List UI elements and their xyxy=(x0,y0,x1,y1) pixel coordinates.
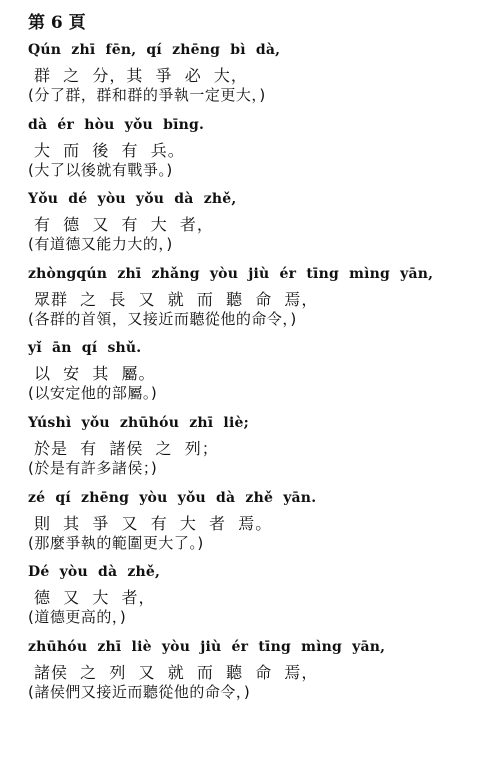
pinyin-line: zhūhóu zhī liè yòu jiù ér tīng mìng yān, xyxy=(28,639,386,655)
pinyin-line: Yúshì yǒu zhūhóu zhī liè; xyxy=(28,415,249,431)
gloss-line: (諸侯們又接近而聽從他的命令，) xyxy=(28,683,251,701)
chinese-line: 則 其 爭 又 有 大 者 焉。 xyxy=(34,514,273,533)
gloss-line: (各群的首領，又接近而聽從他的命令，) xyxy=(28,310,297,328)
chinese-line: 眾群 之 長 又 就 而 聽 命 焉， xyxy=(34,290,319,309)
chinese-line: 以 安 其 屬。 xyxy=(34,364,156,383)
chinese-line: 德 又 大 者， xyxy=(34,588,156,607)
chinese-line: 有 德 又 有 大 者， xyxy=(34,215,214,234)
pinyin-line: yǐ ān qí shǔ. xyxy=(28,340,142,356)
gloss-line: (那麼爭執的範圍更大了。) xyxy=(28,534,204,552)
gloss-line: (道德更高的，) xyxy=(28,608,127,626)
pinyin-line: zhòngqún zhī zhǎng yòu jiù ér tīng mìng yān, xyxy=(28,266,434,282)
pinyin-line: dà ér hòu yǒu bīng. xyxy=(28,117,205,133)
chinese-line: 諸侯 之 列 又 就 而 聽 命 焉， xyxy=(34,663,319,682)
gloss-line: (分了群，群和群的爭執一定更大，) xyxy=(28,86,266,104)
pinyin-line: Qún zhī fēn, qí zhēng bì dà, xyxy=(28,42,281,58)
chinese-line: 群 之 分，其 爭 必 大， xyxy=(34,66,248,85)
chinese-line: 大 而 後 有 兵。 xyxy=(34,141,185,160)
chinese-line: 於是 有 諸侯 之 列； xyxy=(34,439,219,458)
gloss-line: (有道德又能力大的，) xyxy=(28,235,173,253)
pinyin-line: Dé yòu dà zhě, xyxy=(28,564,161,580)
page-number: 第 6 頁 xyxy=(28,13,86,33)
pinyin-line: zé qí zhēng yòu yǒu dà zhě yān. xyxy=(28,490,317,506)
gloss-line: (大了以後就有戰爭。) xyxy=(28,161,173,179)
gloss-line: (於是有許多諸侯；) xyxy=(28,459,158,477)
gloss-line: (以安定他的部屬。) xyxy=(28,384,158,402)
pinyin-line: Yǒu dé yòu yǒu dà zhě, xyxy=(28,191,237,207)
